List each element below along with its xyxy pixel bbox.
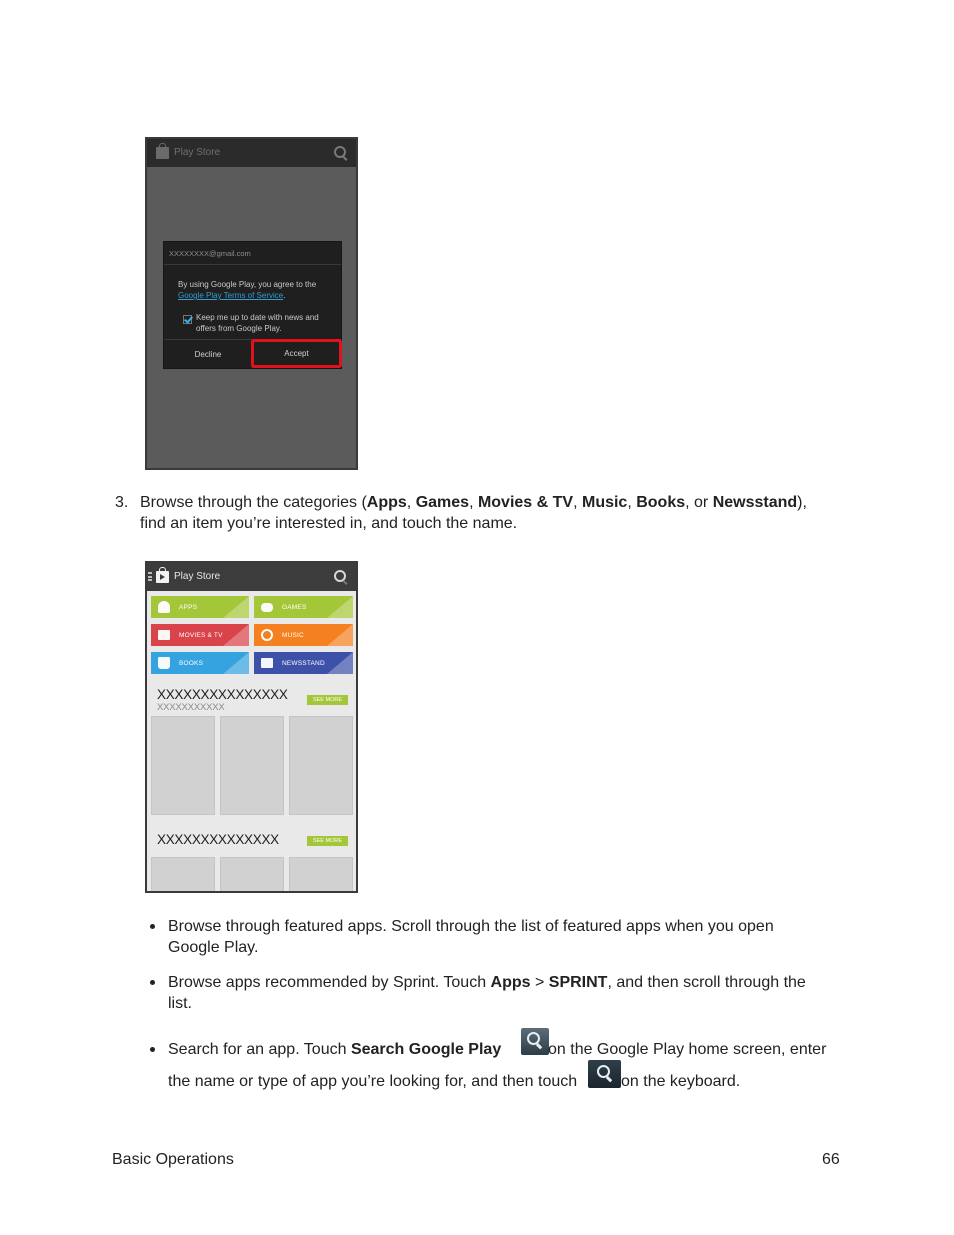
menu-icon[interactable] <box>148 572 152 581</box>
category-tile-games[interactable] <box>254 596 353 618</box>
footer-section-name: Basic Operations <box>112 1151 234 1168</box>
search-icon[interactable] <box>334 570 346 582</box>
category-label: APPS <box>179 604 198 611</box>
search-icon[interactable] <box>334 146 346 158</box>
app-title: Play Store <box>174 147 221 158</box>
action-bar <box>147 563 356 591</box>
tile-decoration <box>327 624 353 646</box>
bullet-marker <box>150 980 155 985</box>
step-3-text <box>140 492 807 513</box>
keep-updated-checkbox[interactable] <box>183 315 192 324</box>
bullet-text: > <box>530 974 549 991</box>
gamepad-icon <box>261 603 273 612</box>
play-store-icon <box>156 571 169 583</box>
see-more-button[interactable]: SEE MORE <box>307 836 348 846</box>
section-title[interactable]: XXXXXXXXXXXXXX <box>157 832 279 847</box>
music-label: Music <box>581 494 628 511</box>
keep-updated-label: Keep me up to date with news and offers from Google Play. <box>196 313 319 333</box>
category-label: MUSIC <box>282 632 304 639</box>
tile-decoration <box>223 652 249 674</box>
app-card[interactable] <box>220 716 284 815</box>
category-tile-apps[interactable] <box>151 596 249 618</box>
android-icon <box>158 601 170 613</box>
sep: , or <box>685 494 713 511</box>
app-card[interactable] <box>289 857 353 893</box>
accept-button[interactable]: Accept <box>251 339 342 368</box>
games-label: Games <box>415 494 470 511</box>
step-text: Browse through the categories ( <box>140 494 367 511</box>
category-label: NEWSSTAND <box>282 660 325 667</box>
search-lens <box>527 1032 540 1045</box>
app-card[interactable] <box>220 857 284 893</box>
bullet-text: Browse apps recommended by Sprint. Touch <box>168 974 491 991</box>
bullet-search-app-line2: the name or type of app you’re looking for, and then touch <box>168 1073 578 1090</box>
category-label: GAMES <box>282 604 307 611</box>
newsstand-label: Newsstand <box>712 494 798 511</box>
bullet-search-app <box>168 1039 501 1060</box>
decline-button[interactable]: Decline <box>194 349 222 359</box>
account-email: XXXXXXXX@gmail.com <box>169 249 251 258</box>
app-card[interactable] <box>151 716 215 815</box>
bullet-marker <box>150 924 155 929</box>
terms-link[interactable]: Google Play Terms of Service <box>178 291 284 300</box>
bullet-marker <box>150 1047 155 1052</box>
tile-decoration <box>223 624 249 646</box>
see-more-button[interactable]: SEE MORE <box>307 695 348 705</box>
sep: , <box>469 494 478 511</box>
tile-decoration <box>327 596 353 618</box>
app-card[interactable] <box>289 716 353 815</box>
search-lens <box>597 1065 610 1078</box>
book-icon <box>158 657 170 669</box>
section-title[interactable]: XXXXXXXXXXXXXXX <box>157 687 288 702</box>
category-label: MOVIES & TV <box>179 632 223 639</box>
page-number: 66 <box>822 1151 840 1168</box>
category-tile-music[interactable] <box>254 624 353 646</box>
screenshot-play-store-home <box>145 561 358 893</box>
bullet-sprint-apps <box>168 972 806 993</box>
bullet-text: Search for an app. Touch <box>168 1041 351 1058</box>
category-tile-newsstand[interactable] <box>254 652 353 674</box>
sep: , <box>573 494 582 511</box>
bullet-search-app-rest: on the Google Play home screen, enter <box>548 1041 827 1058</box>
category-tile-books[interactable] <box>151 652 249 674</box>
newspaper-icon <box>261 658 273 668</box>
books-label: Books <box>636 494 686 511</box>
action-bar <box>147 139 356 167</box>
bullet-text: , and then scroll through the <box>607 974 806 991</box>
terms-message <box>178 279 338 301</box>
category-tile-movies-tv[interactable] <box>151 624 249 646</box>
tile-decoration <box>223 596 249 618</box>
sep: , <box>627 494 637 511</box>
app-title: Play Store <box>174 571 221 582</box>
film-icon <box>158 630 170 640</box>
sep: , <box>406 494 416 511</box>
tile-decoration <box>327 652 353 674</box>
app-card[interactable] <box>151 857 215 893</box>
category-label: BOOKS <box>179 660 204 667</box>
bullet-sprint-apps-line2: list. <box>168 995 192 1012</box>
terms-message-end: . <box>283 291 286 300</box>
search-google-play-icon <box>521 1028 549 1055</box>
screenshot-terms-dialog <box>145 137 358 470</box>
apps-label: Apps <box>490 974 531 991</box>
sprint-label: SPRINT <box>548 974 608 991</box>
bullet-featured-apps: Browse through featured apps. Scroll through the list of featured apps when you open <box>168 918 774 935</box>
bullet-featured-apps-line2: Google Play. <box>168 939 259 956</box>
movies-label: Movies & TV <box>477 494 574 511</box>
search-google-play-label: Search Google Play <box>350 1041 502 1058</box>
terms-message-text: By using Google Play, you agree to the <box>178 280 317 289</box>
bullet-search-app-end: on the keyboard. <box>621 1073 741 1090</box>
step-3-line2: find an item you’re interested in, and touch the name. <box>140 515 518 532</box>
divider <box>164 264 341 265</box>
step-text-end: ), <box>797 494 807 511</box>
play-store-icon <box>156 147 169 159</box>
section-subtitle: XXXXXXXXXXX <box>157 702 225 713</box>
apps-label: Apps <box>366 494 407 511</box>
terms-dialog <box>163 241 342 369</box>
keyboard-search-icon <box>588 1060 621 1088</box>
step-number: 3. <box>115 494 129 511</box>
headphones-icon <box>261 629 273 641</box>
